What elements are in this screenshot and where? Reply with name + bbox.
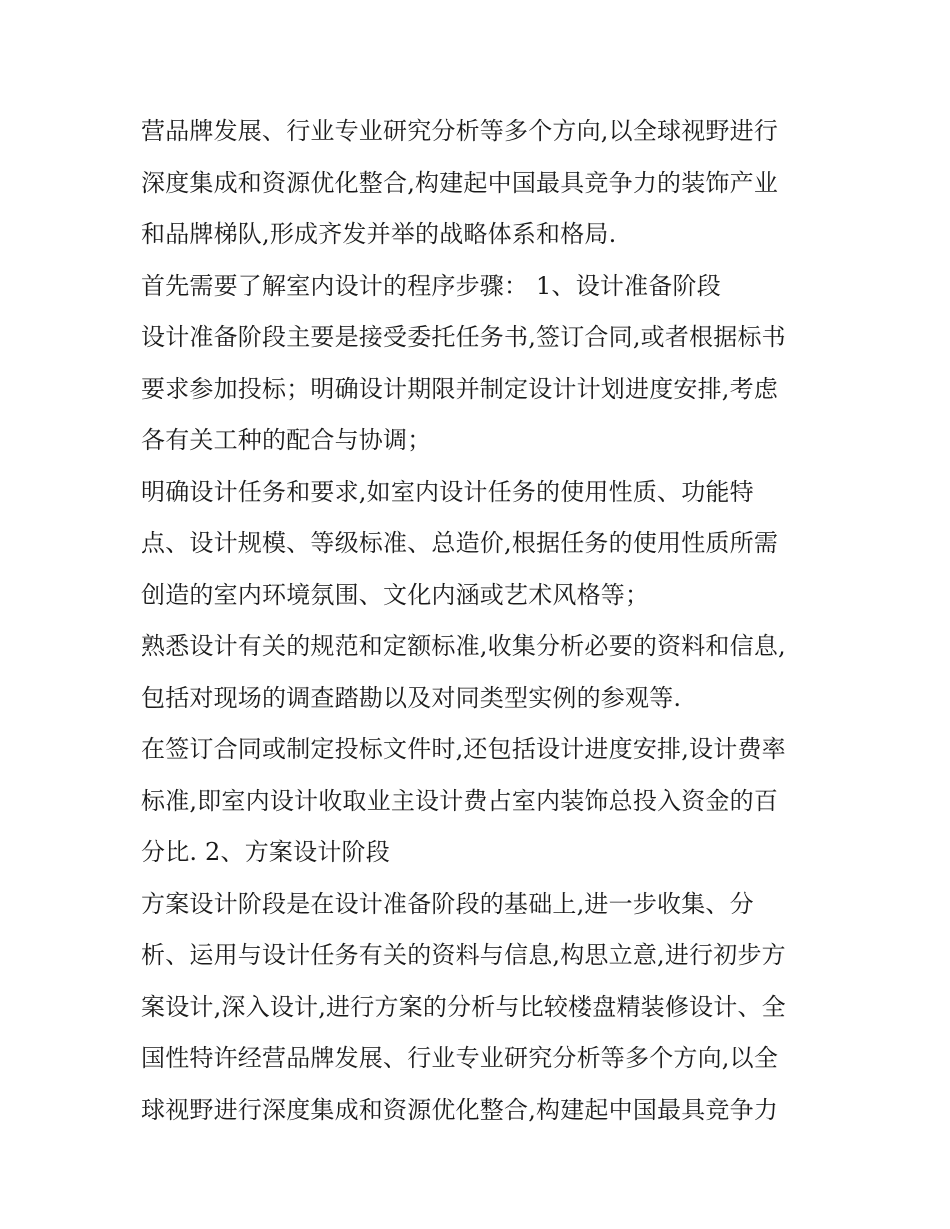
text-line: 点、设计规模、等级标准、总造价,根据任务的使用性质所需 (141, 529, 779, 557)
text-line: 营品牌发展、行业专业研究分析等多个方向,以全球视野进行 (141, 117, 779, 145)
text-line: 明确设计任务和要求,如室内设计任务的使用性质、功能特 (141, 477, 754, 506)
text-line: 首先需要了解室内设计的程序步骤： 1、设计准备阶段 (141, 271, 721, 300)
text-line: 国性特许经营品牌发展、行业专业研究分析等多个方向,以全 (141, 1044, 779, 1072)
text-line: 案设计,深入设计,进行方案的分析与比较楼盘精装修设计、全 (141, 992, 786, 1021)
document-body (141, 106, 821, 1136)
text-line: 创造的室内环境氛围、文化内涵或艺术风格等； (141, 580, 650, 609)
text-line: 包括对现场的调查踏勘以及对同类型实例的参观等. (141, 683, 682, 712)
text-line: 设计准备阶段主要是接受委托任务书,签订合同,或者根据标书 (141, 323, 786, 351)
text-line: 要求参加投标；明确设计期限并制定设计计划进度安排,考虑 (141, 374, 779, 403)
text-line: 和品牌梯队,形成齐发并举的战略体系和格局. (141, 220, 617, 248)
text-line: 析、运用与设计任务有关的资料与信息,构思立意,进行初步方 (141, 941, 786, 969)
text-line: 球视野进行深度集成和资源优化整合,构建起中国最具竞争力 (141, 1095, 779, 1124)
text-line: 标准,即室内设计收取业主设计费占室内装饰总投入资金的百 (141, 786, 779, 815)
text-line: 分比. 2、方案设计阶段 (141, 838, 390, 866)
text-line: 方案设计阶段是在设计准备阶段的基础上,进一步收集、分 (141, 889, 754, 918)
text-line: 各有关工种的配合与协调； (141, 426, 432, 454)
text-line: 深度集成和资源优化整合,构建起中国最具竞争力的装饰产业 (141, 168, 779, 197)
text-line: 在签订合同或制定投标文件时,还包括设计进度安排,设计费率 (141, 735, 786, 763)
text-line: 熟悉设计有关的规范和定额标准,收集分析必要的资料和信息, (141, 632, 786, 660)
